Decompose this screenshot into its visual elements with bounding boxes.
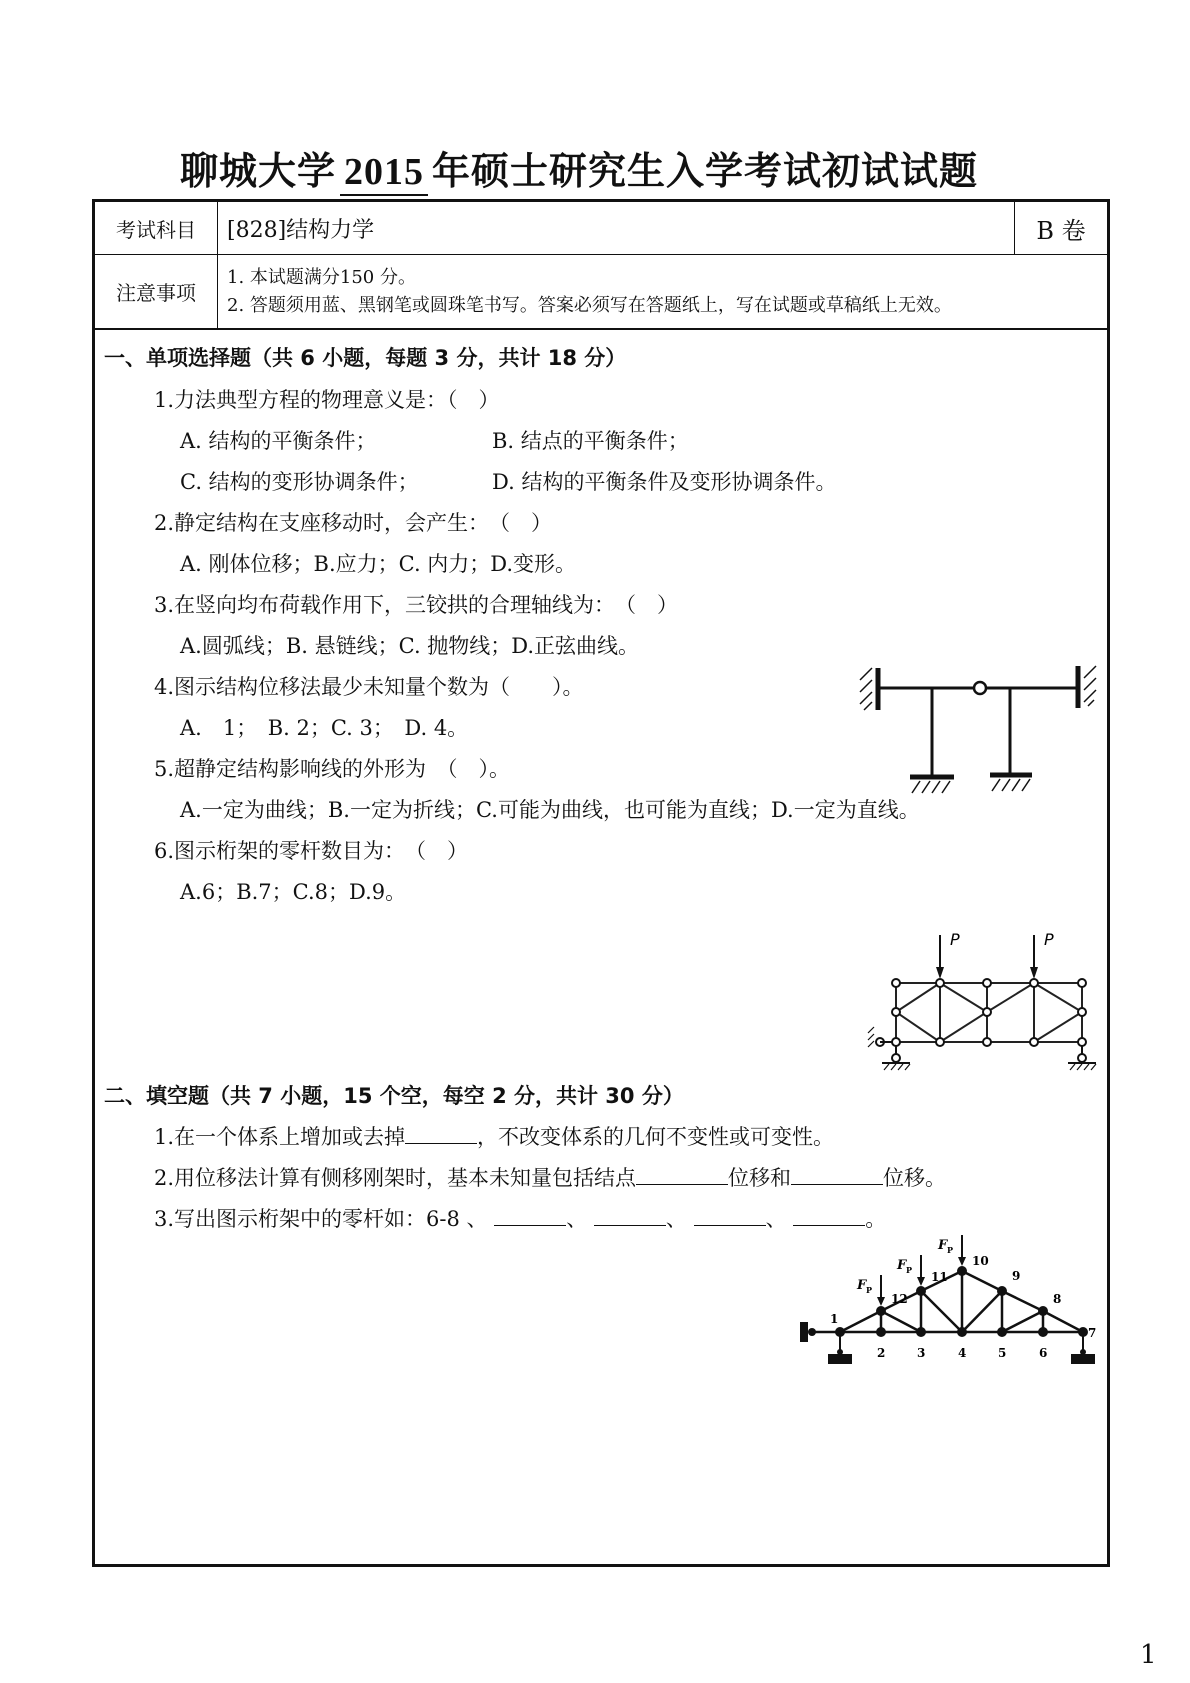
truss-node-icon [957,1327,967,1337]
q1-option-b: B. 结点的平衡条件； [492,429,689,453]
load-arrowhead-icon [877,1297,885,1306]
exam-title [180,140,1010,200]
truss-member [881,1311,921,1332]
load-label: P [950,930,960,949]
q1-stem: 1.力法典型方程的物理意义是：（ ） [154,388,500,412]
fill-q1-text-after: ，不改变体系的几何不变性或可变性。 [477,1125,835,1149]
page-number: 1 [1140,1640,1157,1670]
node-label: 4 [958,1346,967,1360]
truss-member [1043,1311,1083,1332]
node-label: 3 [917,1346,926,1360]
truss-node-icon [983,1008,991,1016]
fill-q3-text-before: 3.写出图示桁架中的零杆如：6-8 、 [154,1207,488,1231]
truss-node-icon [957,1266,967,1276]
support-pin-icon [892,1054,900,1062]
truss-member [1034,1012,1082,1042]
q6-options: A.6；B.7；C.8；D.9。 [180,880,407,904]
q1-option-a: A. 结构的平衡条件； [180,429,377,453]
notes-label: 注意事项 [95,254,218,328]
subject-value: [828]结构力学 [227,217,375,243]
note-item: 2. 答题须用蓝、黑钢笔或圆珠笔书写。答案必须写在答题纸上，写在试题或草稿纸上无效。 [227,295,952,316]
notes-row [95,254,1107,330]
truss-member [962,1271,1002,1291]
load-arrowhead-icon [917,1277,925,1286]
q5-stem: 5.超静定结构影响线的外形为 （ ）。 [154,757,511,781]
subject-label: 考试科目 [95,202,218,254]
truss-node-icon [936,1038,944,1046]
fill-q1-blank[interactable] [405,1123,477,1144]
node-label: 7 [1088,1326,1097,1340]
load-label-subscript: P [906,1265,913,1275]
title-university: 聊城大学 [180,149,337,193]
left-horizontal-support-icon [800,1322,808,1342]
truss-node-icon [983,979,991,987]
fill-q3-blank-2[interactable] [594,1205,666,1226]
node-label: 10 [972,1254,989,1268]
truss-node-icon [892,979,900,987]
truss-node-icon [983,1038,991,1046]
fill-q1-text-before: 1.在一个体系上增加或去掉 [154,1125,406,1149]
paper-version: B 卷 [1014,202,1107,254]
fill-q2-blank-2[interactable] [791,1164,883,1185]
fill-q3-sep: 、 [665,1207,687,1231]
truss-member [940,1012,987,1042]
truss-node-icon [1038,1327,1048,1337]
fill-q3-sep: 、 [765,1207,787,1231]
fill-q2-text-before: 2.用位移法计算有侧移刚架时，基本未知量包括结点 [154,1166,637,1190]
section2-heading: 二、填空题（共 7 小题，15 个空，每空 2 分，共计 30 分） [104,1084,684,1108]
q1-option-d: D. 结构的平衡条件及变形协调条件。 [492,470,837,494]
truss-node-icon [936,979,944,987]
q2-stem: 2.静定结构在支座移动时，会产生： （ ） [154,511,553,535]
hinge-icon [974,682,986,694]
load-label: F [938,1238,948,1253]
truss-member [940,983,987,1012]
truss-member [921,1291,962,1332]
truss-member [896,983,940,1012]
node-label: 11 [931,1270,948,1284]
load-label: F [897,1258,907,1273]
node-label: 5 [998,1346,1007,1360]
truss-member [840,1311,881,1332]
truss-member [1002,1291,1043,1311]
load-label: P [1044,930,1054,949]
truss-node-icon [997,1286,1007,1296]
fill-q3-blank-1[interactable] [494,1205,566,1226]
truss-node-icon [916,1327,926,1337]
node-label: 1 [830,1312,839,1326]
node-label: 12 [891,1292,908,1306]
notes-list [227,264,952,320]
fill-q2-text-after: 位移。 [883,1166,947,1190]
q4-stem: 4.图示结构位移法最少未知量个数为（ ）。 [154,675,584,699]
q6-stem: 6.图示桁架的零杆数目为： （ ） [154,839,469,863]
note-item: 1. 本试题满分150 分。 [227,267,416,288]
q5-options: A.一定为曲线；B.一定为折线；C.可能为曲线，也可能为直线；D.一定为直线。 [180,798,920,822]
q3-stem: 3.在竖向均布荷载作用下，三铰拱的合理轴线为： （ ） [154,593,679,617]
truss-member [962,1291,1002,1332]
fill-q3-truss-diagram [790,1225,1100,1370]
load-arrowhead-icon [1030,967,1038,979]
ground-hatch [868,1034,874,1040]
fill-q2 [154,1162,946,1192]
ground-block-icon [828,1354,852,1364]
truss-node-icon [1078,1008,1086,1016]
q4-options: A. 1； B. 2；C. 3； D. 4。 [180,716,469,740]
fill-q2-text-mid: 位移和 [728,1166,792,1190]
load-label-subscript: P [866,1285,873,1295]
truss-node-icon [892,1038,900,1046]
node-label: 9 [1012,1269,1021,1283]
support-pin-icon [1078,1054,1086,1062]
ground-hatch [868,1041,874,1047]
truss-node-icon [1078,979,1086,987]
truss-node-icon [1078,1038,1086,1046]
truss-member [896,1012,940,1042]
truss-node-icon [876,1327,886,1337]
load-arrowhead-icon [958,1257,966,1266]
truss-node-icon [1030,979,1038,987]
fill-q3-blank-4[interactable] [793,1205,865,1226]
q3-options: A.圆弧线；B. 悬链线；C. 抛物线；D.正弦曲线。 [180,634,640,658]
q6-truss-diagram [860,915,1100,1055]
load-label: F [857,1278,867,1293]
q1-option-c: C. 结构的变形协调条件； [180,470,419,494]
load-arrowhead-icon [936,967,944,979]
fill-q3-end: 。 [865,1207,887,1231]
fill-q1 [154,1121,834,1151]
truss-node-icon [997,1327,1007,1337]
title-year: 2015 [340,150,428,196]
q4-frame-diagram [850,650,1110,800]
truss-member [1002,1311,1043,1332]
fill-q2-blank-1[interactable] [636,1164,728,1185]
title-suffix: 年硕士研究生入学考试初试试题 [432,149,979,193]
truss-member [1034,983,1082,1012]
fill-q3-blank-3[interactable] [694,1205,766,1226]
ground-hatch [868,1027,874,1033]
truss-node-icon [1030,1038,1038,1046]
node-label: 6 [1039,1346,1048,1360]
node-label: 8 [1053,1292,1062,1306]
load-label-subscript: P [947,1245,954,1255]
truss-node-icon [1038,1306,1048,1316]
truss-node-icon [892,1008,900,1016]
truss-member [987,983,1034,1012]
subject-row [95,202,1107,255]
q2-options: A. 刚体位移；B.应力；C. 内力；D.变形。 [180,552,577,576]
truss-node-icon [916,1286,926,1296]
section1-heading: 一、单项选择题（共 6 小题，每题 3 分，共计 18 分） [104,346,627,370]
node-label: 2 [877,1346,886,1360]
fill-q3-sep: 、 [566,1207,588,1231]
fill-q3 [154,1203,886,1233]
truss-node-icon [876,1306,886,1316]
ground-block-icon [1071,1354,1095,1364]
